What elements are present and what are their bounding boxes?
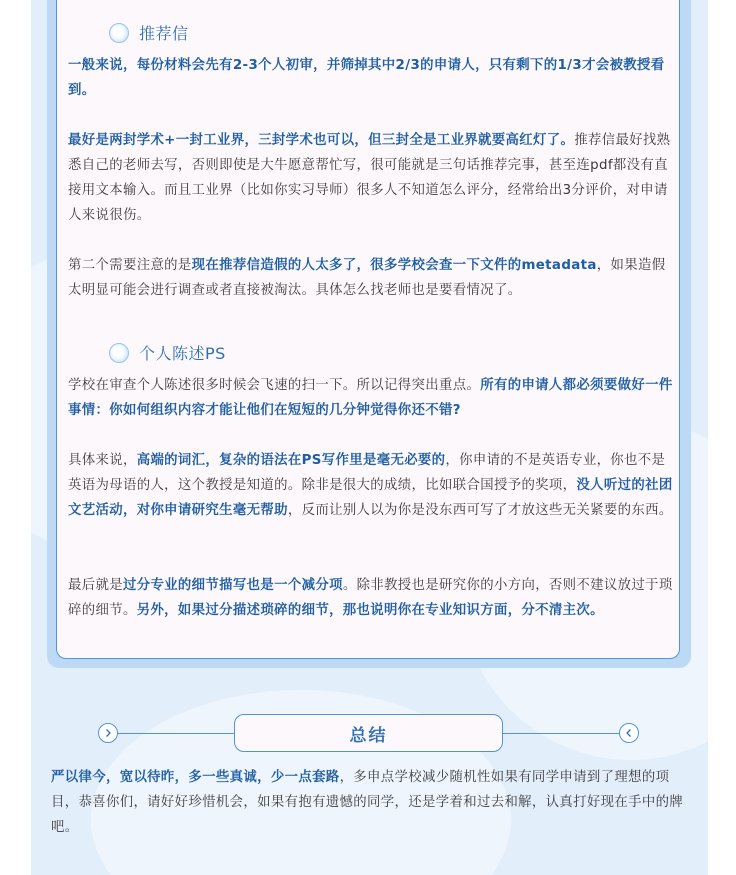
summary-paragraph: [51, 765, 691, 840]
body-text: 。除非教授也是研究你的小方向，否则不建议放过于琐碎的细节。: [68, 578, 673, 618]
paragraph: [68, 128, 673, 228]
circle-bullet-icon: [109, 343, 129, 363]
section-header-recommendation: [109, 21, 189, 44]
paragraph: [68, 573, 673, 623]
chevron-left-icon: [619, 723, 639, 743]
bold-text: 最好是两封学术+一封工业界，三封学术也可以，但三封全是工业界就要高红灯了。: [68, 133, 575, 148]
section-title: 推荐信: [139, 24, 189, 43]
circle-bullet-icon: [109, 23, 129, 43]
divider-line: [503, 733, 619, 734]
body-text: 第二个需要注意的是: [68, 258, 192, 273]
body-text: 具体来说，: [68, 453, 137, 468]
bold-text: 过分专业的细节描写也是一个减分项: [122, 578, 343, 593]
divider-line: [118, 733, 234, 734]
body-text: ，多申点学校减少随机性如果有同学申请到了理想的项目，恭喜你们，请好好珍惜机会，如果有抱有遗憾的同学，还是学着和过去和解，认真打好现在手中的牌吧。: [51, 770, 684, 835]
bold-text: 严以律今，宽以待昨，多一些真诚，少一点套路: [51, 770, 340, 785]
bold-text: 一般来说，每份材料会先有2-3个人初审，并筛掉其中2/3的申请人，只有剩下的1/3才会被教授看到。: [68, 58, 665, 98]
paragraph: [68, 373, 673, 423]
bold-text: 现在推荐信造假的人太多了，很多学校会查一下文件的metadata: [191, 258, 597, 273]
body-text: 最后就是: [68, 578, 123, 593]
section-header-ps: [109, 341, 226, 364]
bold-text: 高端的词汇，复杂的语法在PS写作里是毫无必要的: [136, 453, 446, 468]
bold-text: 另外，如果过分描述琐碎的细节，那也说明你在专业知识方面，分不清主次。: [136, 603, 604, 618]
body-text: ，反而让别人以为你是没东西可写了才放这些无关紧要的东西。: [287, 503, 673, 518]
body-text: ，如果造假太明显可能会进行调查或者直接被淘汰。具体怎么找老师也是要看情况了。: [68, 258, 666, 298]
bold-text: 所有的申请人都必须要做好一件事情：你如何组织内容才能让他们在短短的几分钟觉得你还不错?: [68, 378, 673, 418]
body-text: 推荐信最好找熟悉自己的老师去写，否则即使是大牛愿意帮忙写，很可能就是三句话推荐完事，甚至连pdf都没有直接用文本输入。而且工业界（比如你实习导师）很多人不知道怎么评分，经常给出3分评价，对申请人来说很伤。: [68, 133, 671, 223]
paragraph: [68, 253, 673, 303]
paragraph: [68, 448, 673, 523]
summary-title: 总结: [349, 725, 388, 746]
body-text: 学校在审查个人陈述很多时候会飞速的扫一下。所以记得突出重点。: [68, 378, 481, 393]
summary-header: [234, 714, 503, 752]
section-title: 个人陈述PS: [139, 344, 226, 363]
body-text: ，你申请的不是英语专业，你也不是英语为母语的人，这个教授是知道的。除非是很大的成绩，比如联合国授予的奖项，: [68, 453, 666, 493]
bold-text: 没人听过的社团文艺活动，对你申请研究生毫无帮助: [68, 478, 673, 518]
chevron-right-icon: [98, 723, 118, 743]
paragraph: [68, 53, 673, 103]
